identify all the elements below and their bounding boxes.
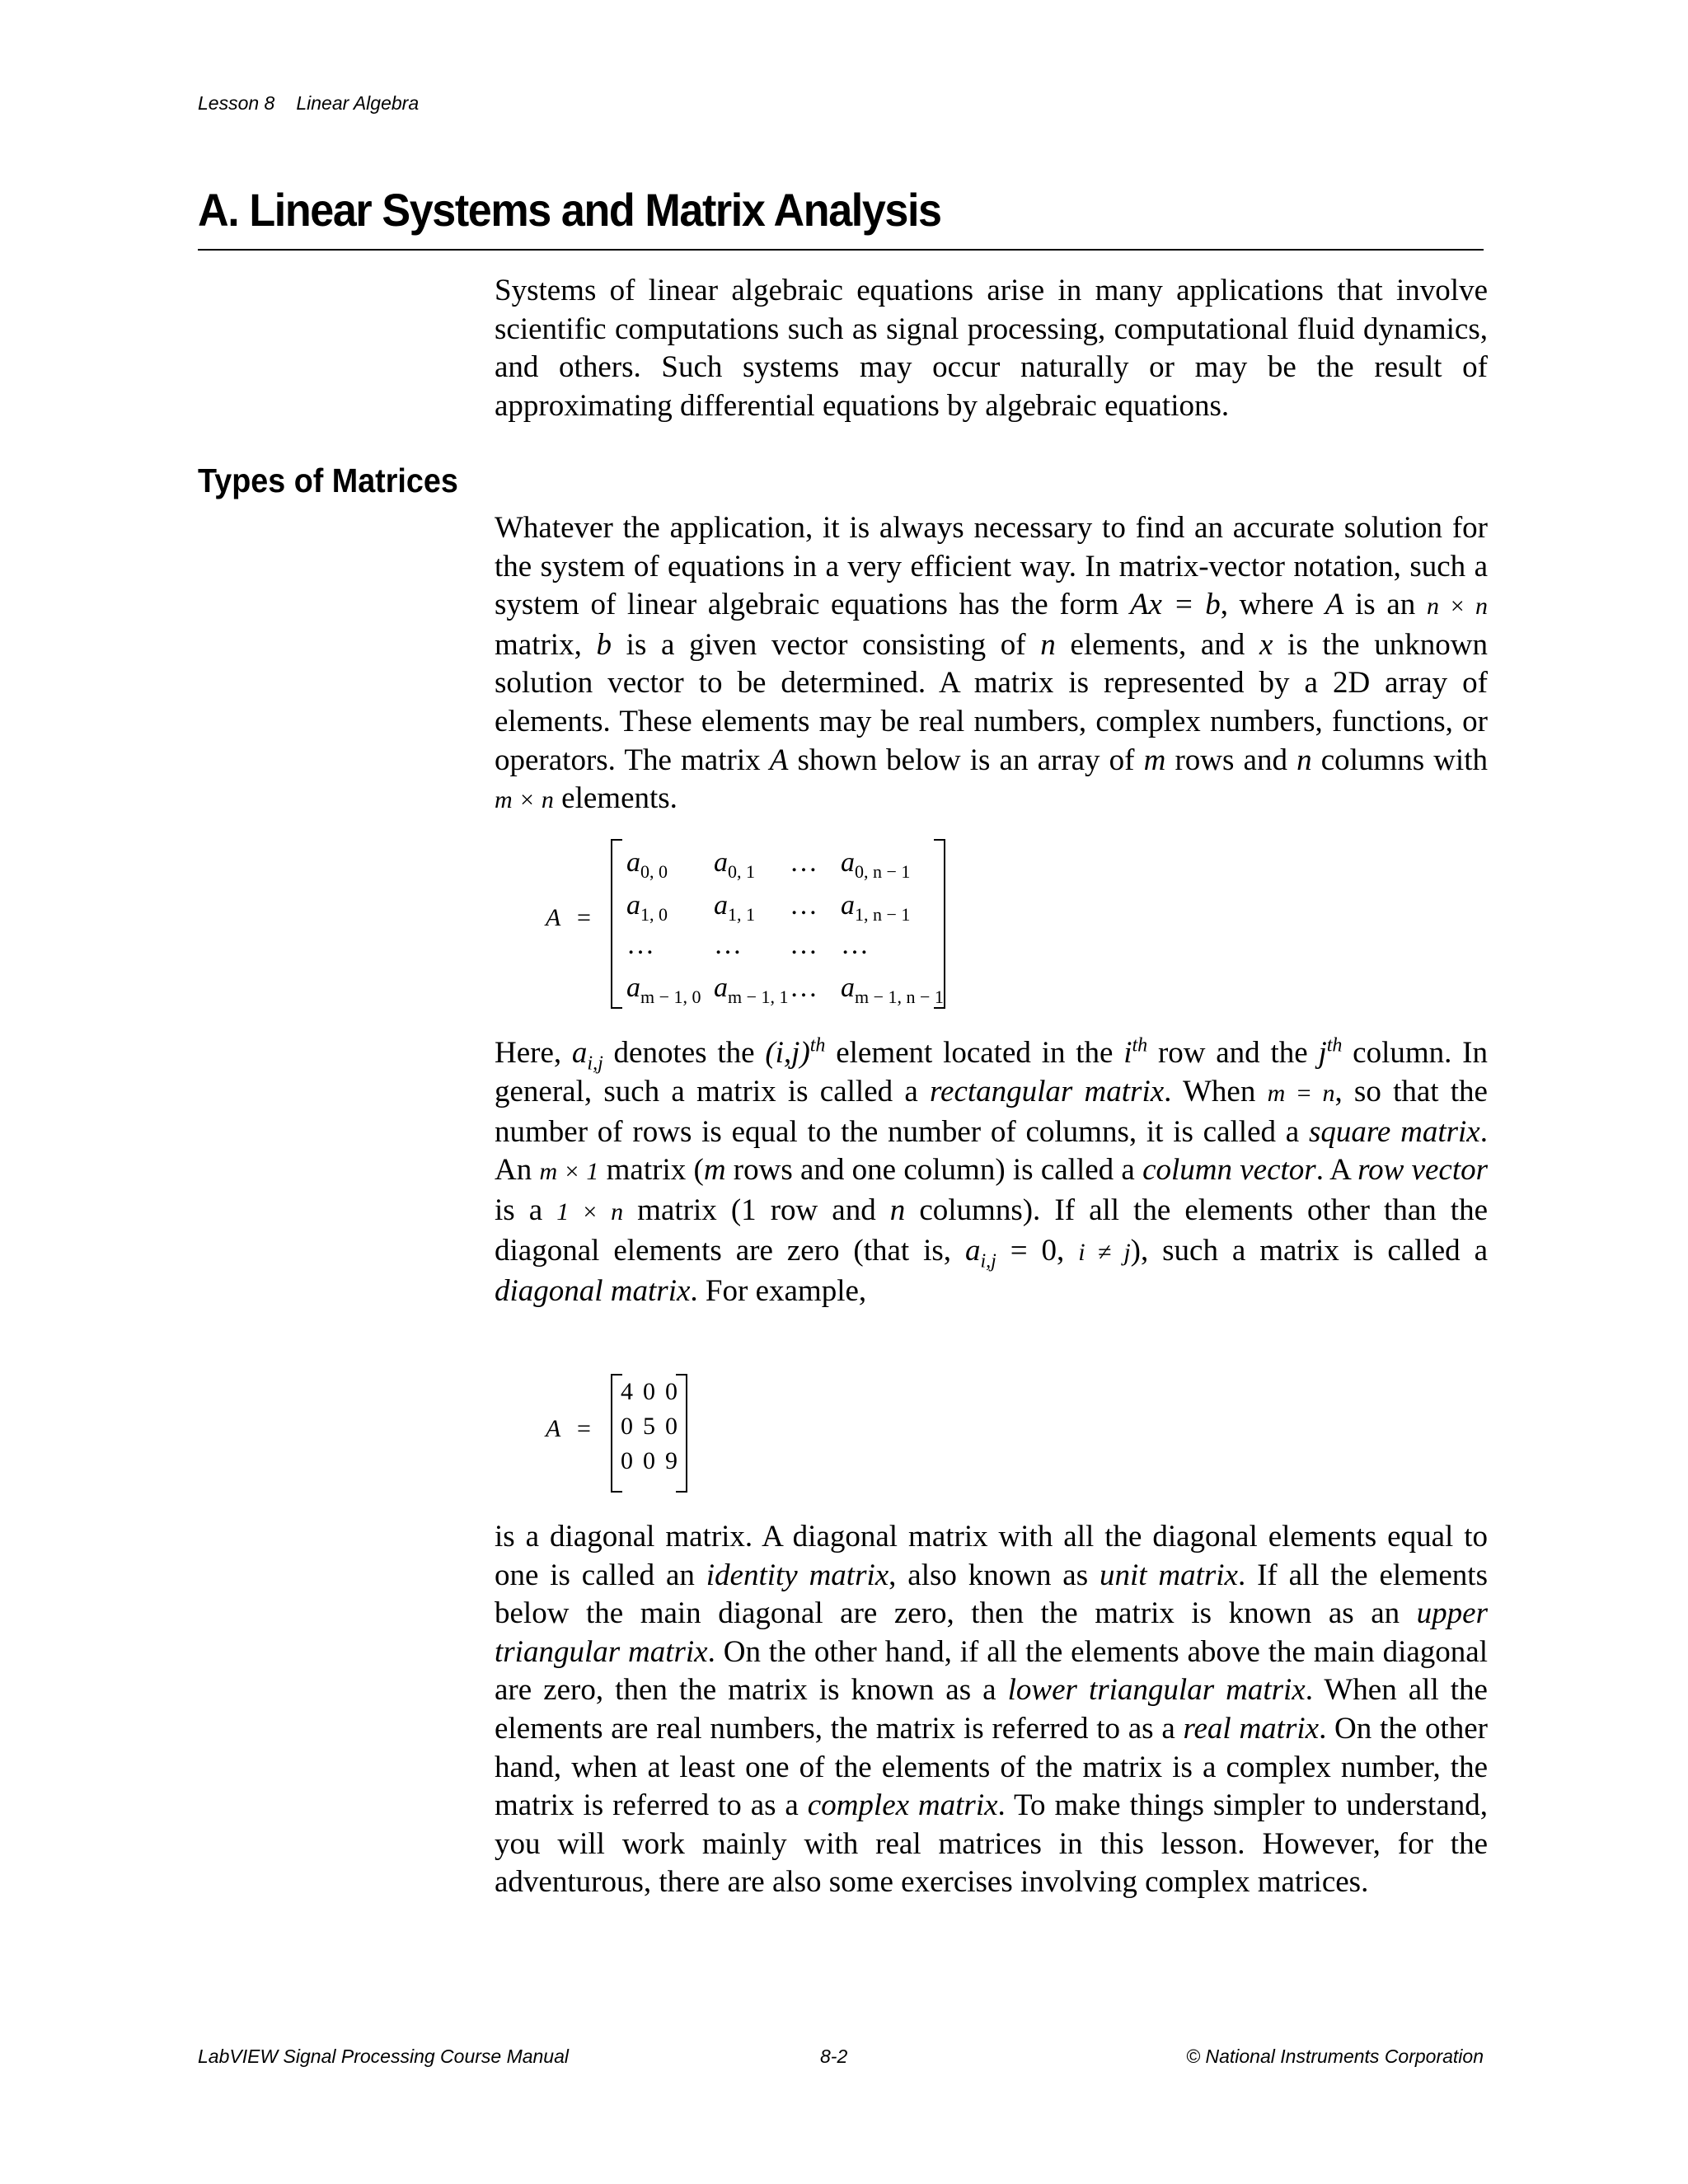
- matrix-definition-paragraph: Whatever the application, it is always necessary to find an accurate solution for the system of equations in a very efficient way. In matrix-vector notation, such a system of linear algebraic equations has the form Ax = b, where A is an n × n matrix, b is a given vector consisting of n elements, and x is the unknown solution vector to be determined. A matrix is represented by a 2D array of elements. These elements may be real numbers, complex numbers, functions, or operators. The matrix A shown below is an array of m rows and n columns with m × n elements.: [495, 511, 1489, 816]
- running-header: [198, 92, 419, 115]
- dimension-n-by-n: n × n: [1426, 593, 1489, 621]
- footer-page-number: 8-2: [820, 2046, 848, 2067]
- diag-equals-sign: =: [577, 1415, 591, 1442]
- matrix-element: …: [714, 930, 742, 960]
- diagonal-matrix-element: 0: [643, 1447, 655, 1474]
- matrix-element: $a_{1, 0}$: [626, 890, 668, 925]
- diagonal-matrix-element: 5: [643, 1413, 655, 1440]
- matrix-element: …: [626, 930, 654, 960]
- diagonal-matrix-element: 0: [621, 1413, 633, 1440]
- diagonal-matrix-element: 0: [643, 1378, 655, 1405]
- diag-matrix-lhs: A: [546, 1415, 561, 1442]
- matrix-element: $a_{m - 1, 1}$: [714, 972, 789, 1007]
- matrix-types-paragraph: Here, $a_{i,j}$ denotes the $(i,j)^{th}$ element located in the $i^{th}$ row and the $j^{th}$ column. In general, such a matrix is called a rectangular matrix. When m = n, so that the number of rows is equal to the number of columns, it is called a square matrix. An m × 1 matrix (m rows and one column) is called a column vector. A row vector is a 1 × n matrix (1 row and n columns). If all the elements other than the diagonal elements are zero (that is, $a_{i,j} = 0$, i ≠ j), such a matrix is called a diagonal matrix. For example,: [495, 1034, 1489, 1308]
- left-bracket: [611, 839, 622, 1009]
- matrix-element: $a_{m - 1, n - 1}$: [841, 972, 944, 1007]
- diagonal-matrix-element: 0: [665, 1413, 678, 1440]
- matrix-element: $a_{0, 0}$: [626, 847, 668, 882]
- subsection-title: Types of Matrices: [198, 462, 458, 499]
- footer-copyright: © National Instruments Corporation: [1186, 2046, 1484, 2067]
- diag-right-bracket: [676, 1374, 687, 1493]
- matrix-element: $a_{0, 1}$: [714, 847, 755, 882]
- header-topic: Linear Algebra: [296, 92, 420, 114]
- matrix-lhs: A: [546, 904, 561, 931]
- title-rule: [198, 249, 1484, 251]
- dimension-m-by-n: m × n: [495, 786, 554, 814]
- equation-ax-b: Ax = b: [1129, 588, 1221, 622]
- diagonal-matrix-element: 0: [665, 1378, 678, 1405]
- matrix-element: …: [790, 890, 818, 921]
- diagonal-matrix-element: 4: [621, 1378, 633, 1405]
- matrix-element: …: [841, 930, 869, 960]
- diagonal-matrix-element: 9: [665, 1447, 678, 1474]
- footer-manual-title: LabVIEW Signal Processing Course Manual: [198, 2046, 570, 2067]
- special-matrices-paragraph: is a diagonal matrix. A diagonal matrix with all the diagonal elements equal to one is called an identity matrix, also known as unit matrix. If all the elements below the main diagonal are zero, then the matrix is known as an upper triangular matrix. On the other hand, if all the elements above the main diagonal are zero, then the matrix is known as a lower triangular matrix. When all the elements are real numbers, the matrix is referred to as a real matrix. On the other hand, when at least one of the elements of the matrix is a complex number, the matrix is referred to as a complex matrix. To make things simpler to understand, you will work mainly with real matrices in this lesson. However, for the adventurous, there are also some exercises involving complex matrices.: [495, 1520, 1489, 1900]
- matrix-element: $a_{0, n - 1}$: [841, 847, 911, 882]
- matrix-element: $a_{1, 1}$: [714, 890, 755, 925]
- equals-sign: =: [577, 904, 591, 931]
- matrix-element: …: [790, 972, 818, 1003]
- diagonal-matrix-element: 0: [621, 1447, 633, 1474]
- matrix-element: $a_{1, n - 1}$: [841, 890, 911, 925]
- matrix-element: …: [790, 847, 818, 878]
- intro-paragraph: Systems of linear algebraic equations arise in many applications that involve scientific computations such as signal processing, computational fluid dynamics, and others. Such systems may occur naturally or may be the result of approximating differential equations by algebraic equations.: [495, 274, 1488, 423]
- header-lesson: Lesson 8: [198, 92, 275, 114]
- section-title: A. Linear Systems and Matrix Analysis: [198, 184, 941, 236]
- matrix-element: $a_{m - 1, 0}$: [626, 972, 701, 1007]
- matrix-element: …: [790, 930, 818, 960]
